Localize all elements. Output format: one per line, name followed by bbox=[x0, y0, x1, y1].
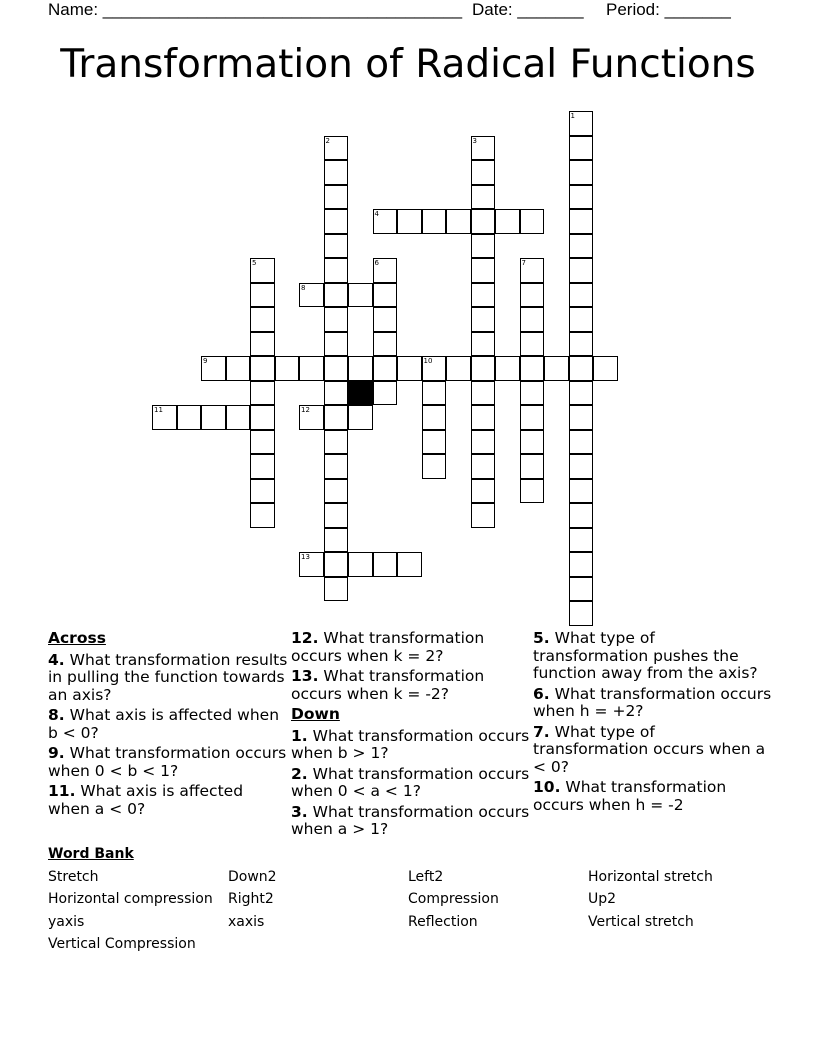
crossword-cell[interactable] bbox=[324, 528, 349, 553]
crossword-cell[interactable] bbox=[324, 332, 349, 357]
clue-across-13: 13. What transformation occurs when k = -2? bbox=[291, 667, 485, 703]
crossword-cell[interactable] bbox=[520, 209, 545, 234]
crossword-cell[interactable] bbox=[275, 356, 300, 381]
crossword-cell[interactable] bbox=[250, 307, 275, 332]
crossword-cell[interactable] bbox=[471, 136, 496, 161]
crossword-cell[interactable] bbox=[471, 332, 496, 357]
crossword-cell[interactable] bbox=[250, 430, 275, 455]
clue-number: 10 bbox=[423, 357, 433, 365]
crossword-cell[interactable] bbox=[520, 307, 545, 332]
crossword-cell[interactable] bbox=[373, 307, 398, 332]
crossword-cell[interactable] bbox=[250, 356, 275, 381]
blocked-cell bbox=[348, 381, 373, 406]
word-bank-item: Reflection bbox=[408, 914, 478, 930]
crossword-cell[interactable] bbox=[324, 479, 349, 504]
crossword-cell[interactable] bbox=[299, 283, 324, 308]
crossword-cell[interactable] bbox=[422, 430, 447, 455]
crossword-cell[interactable] bbox=[250, 405, 275, 430]
crossword-cell[interactable] bbox=[397, 209, 422, 234]
crossword-cell[interactable] bbox=[520, 430, 545, 455]
crossword-cell[interactable] bbox=[324, 185, 349, 210]
crossword-cell[interactable] bbox=[495, 209, 520, 234]
crossword-cell[interactable] bbox=[324, 356, 349, 381]
clue-down-1: 1. What transformation occurs when b > 1? bbox=[291, 726, 530, 762]
crossword-cell[interactable] bbox=[569, 356, 594, 381]
crossword-cell[interactable] bbox=[324, 136, 349, 161]
crossword-cell[interactable] bbox=[250, 258, 275, 283]
crossword-cell[interactable] bbox=[569, 381, 594, 406]
crossword-cell[interactable] bbox=[373, 283, 398, 308]
crossword-cell[interactable] bbox=[569, 332, 594, 357]
crossword-cell[interactable] bbox=[471, 234, 496, 259]
crossword-cell[interactable] bbox=[569, 160, 594, 185]
word-bank-item: Compression bbox=[408, 891, 499, 907]
crossword-cell[interactable] bbox=[226, 356, 251, 381]
crossword-cell[interactable] bbox=[471, 160, 496, 185]
crossword-cell[interactable] bbox=[299, 405, 324, 430]
crossword-cell[interactable] bbox=[348, 552, 373, 577]
crossword-cell[interactable] bbox=[250, 454, 275, 479]
crossword-cell[interactable] bbox=[569, 430, 594, 455]
crossword-cell[interactable] bbox=[569, 307, 594, 332]
crossword-cell[interactable] bbox=[348, 356, 373, 381]
crossword-cell[interactable] bbox=[373, 209, 398, 234]
clue-number: 3 bbox=[472, 136, 477, 145]
crossword-cell[interactable] bbox=[324, 381, 349, 406]
crossword-cell[interactable] bbox=[324, 503, 349, 528]
clues-column-3 bbox=[533, 630, 773, 817]
crossword-cell[interactable] bbox=[471, 185, 496, 210]
clue-across-8: 8. What axis is affected when b < 0? bbox=[48, 706, 280, 742]
crossword-cell[interactable] bbox=[471, 479, 496, 504]
crossword-cell[interactable] bbox=[373, 356, 398, 381]
crossword-cell[interactable] bbox=[324, 307, 349, 332]
clue-number: 7 bbox=[521, 259, 526, 267]
clue-number: 6 bbox=[374, 259, 379, 267]
clues-column-2 bbox=[291, 630, 531, 842]
crossword-cell[interactable] bbox=[495, 356, 520, 381]
down-heading: Down bbox=[291, 705, 340, 723]
crossword-cell[interactable] bbox=[324, 234, 349, 259]
crossword-cell[interactable] bbox=[471, 209, 496, 234]
crossword-cell[interactable] bbox=[520, 258, 545, 283]
crossword-cell[interactable] bbox=[324, 258, 349, 283]
clue-number: 9 bbox=[203, 357, 208, 365]
crossword-cell[interactable] bbox=[569, 258, 594, 283]
crossword-cell[interactable] bbox=[324, 283, 349, 308]
word-bank-title: Word Bank bbox=[48, 846, 134, 862]
crossword-cell[interactable] bbox=[520, 454, 545, 479]
crossword-cell[interactable] bbox=[299, 552, 324, 577]
student-info-header bbox=[48, 0, 768, 20]
clue-number: 5 bbox=[252, 259, 257, 267]
crossword-cell[interactable] bbox=[250, 381, 275, 406]
crossword-cell[interactable] bbox=[324, 454, 349, 479]
crossword-cell[interactable] bbox=[520, 381, 545, 406]
clue-down-6: 6. What transformation occurs when h = +2? bbox=[533, 684, 772, 720]
crossword-cell[interactable] bbox=[373, 332, 398, 357]
word-bank-item: Vertical Compression bbox=[48, 936, 196, 952]
crossword-cell[interactable] bbox=[250, 283, 275, 308]
word-bank-item: Horizontal stretch bbox=[588, 869, 713, 885]
crossword-cell[interactable] bbox=[569, 528, 594, 553]
crossword-cell[interactable] bbox=[569, 454, 594, 479]
crossword-cell[interactable] bbox=[397, 356, 422, 381]
crossword-cell[interactable] bbox=[471, 503, 496, 528]
across-heading: Across bbox=[48, 629, 106, 647]
crossword-cell[interactable] bbox=[471, 283, 496, 308]
crossword-cell[interactable] bbox=[348, 283, 373, 308]
clue-across-12: 12. What transformation occurs when k = 2? bbox=[291, 629, 485, 665]
crossword-cell[interactable] bbox=[569, 601, 594, 626]
clue-across-4: 4. What transformation results in pulling the function towards an axis? bbox=[48, 650, 288, 704]
clue-number: 2 bbox=[325, 136, 330, 145]
clue-number: 8 bbox=[301, 283, 306, 292]
crossword-cell[interactable] bbox=[471, 381, 496, 406]
word-bank-item: yaxis bbox=[48, 914, 85, 930]
crossword-cell[interactable] bbox=[569, 111, 594, 136]
word-bank-item: Right2 bbox=[228, 891, 274, 907]
crossword-cell[interactable] bbox=[471, 430, 496, 455]
page-title: Transformation of Radical Functions bbox=[60, 42, 756, 87]
word-bank-item: Left2 bbox=[408, 869, 444, 885]
crossword-cell[interactable] bbox=[471, 307, 496, 332]
crossword-cell[interactable] bbox=[397, 552, 422, 577]
clue-down-10: 10. What transformation occurs when h = -2 bbox=[533, 778, 727, 814]
crossword-cell[interactable] bbox=[569, 234, 594, 259]
word-bank-item: xaxis bbox=[228, 914, 265, 930]
crossword-cell[interactable] bbox=[299, 356, 324, 381]
crossword-cell[interactable] bbox=[569, 405, 594, 430]
crossword-cell[interactable] bbox=[250, 503, 275, 528]
crossword-cell[interactable] bbox=[520, 405, 545, 430]
crossword-cell[interactable] bbox=[569, 283, 594, 308]
word-bank-item: Horizontal compression bbox=[48, 891, 213, 907]
clue-across-11: 11. What axis is affected when a < 0? bbox=[48, 782, 244, 818]
crossword-cell[interactable] bbox=[201, 405, 226, 430]
period-field-label[interactable]: Period: _______ bbox=[606, 0, 731, 19]
crossword-cell[interactable] bbox=[422, 405, 447, 430]
clue-down-7: 7. What type of transformation occurs when a < 0? bbox=[533, 722, 766, 776]
crossword-cell[interactable] bbox=[373, 552, 398, 577]
crossword-cell[interactable] bbox=[324, 577, 349, 602]
crossword-cell[interactable] bbox=[373, 381, 398, 406]
crossword-cell[interactable] bbox=[569, 552, 594, 577]
crossword-cell[interactable] bbox=[250, 479, 275, 504]
crossword-cell[interactable] bbox=[373, 258, 398, 283]
crossword-cell[interactable] bbox=[569, 503, 594, 528]
crossword-cell[interactable] bbox=[446, 209, 471, 234]
clue-across-9: 9. What transformation occurs when 0 < b < 1? bbox=[48, 744, 287, 780]
crossword-cell[interactable] bbox=[569, 136, 594, 161]
crossword-cell[interactable] bbox=[177, 405, 202, 430]
clue-number: 11 bbox=[154, 406, 163, 414]
crossword-cell[interactable] bbox=[520, 283, 545, 308]
crossword-cell[interactable] bbox=[324, 430, 349, 455]
crossword-cell[interactable] bbox=[471, 258, 496, 283]
crossword-cell[interactable] bbox=[520, 479, 545, 504]
crossword-cell[interactable] bbox=[422, 454, 447, 479]
crossword-cell[interactable] bbox=[569, 209, 594, 234]
crossword-cell[interactable] bbox=[446, 356, 471, 381]
clue-number: 12 bbox=[301, 406, 310, 414]
word-bank-item: Stretch bbox=[48, 869, 99, 885]
word-bank-item: Up2 bbox=[588, 891, 617, 907]
crossword-cell[interactable] bbox=[569, 185, 594, 210]
crossword-cell[interactable] bbox=[544, 356, 569, 381]
crossword-cell[interactable] bbox=[201, 356, 226, 381]
clue-number: 4 bbox=[374, 210, 379, 218]
clue-down-2: 2. What transformation occurs when 0 < a < 1? bbox=[291, 764, 530, 800]
date-field-label[interactable]: Date: _______ bbox=[472, 0, 584, 19]
clues-column-1 bbox=[48, 630, 288, 821]
crossword-cell[interactable] bbox=[520, 356, 545, 381]
crossword-cell[interactable] bbox=[324, 160, 349, 185]
crossword-cell[interactable] bbox=[348, 405, 373, 430]
crossword-cell[interactable] bbox=[471, 356, 496, 381]
clue-number: 1 bbox=[570, 112, 575, 120]
clue-down-5: 5. What type of transformation pushes the function away from the axis? bbox=[533, 629, 758, 682]
crossword-cell[interactable] bbox=[226, 405, 251, 430]
name-field-label[interactable]: Name: ______________________________________ bbox=[48, 0, 463, 19]
clue-number: 13 bbox=[301, 553, 310, 561]
crossword-cell[interactable] bbox=[471, 405, 496, 430]
crossword-cell[interactable] bbox=[520, 332, 545, 357]
crossword-cell[interactable] bbox=[324, 405, 349, 430]
word-bank-item: Vertical stretch bbox=[588, 914, 694, 930]
crossword-cell[interactable] bbox=[593, 356, 618, 381]
crossword-cell[interactable] bbox=[324, 552, 349, 577]
clue-down-3: 3. What transformation occurs when a > 1? bbox=[291, 802, 530, 838]
crossword-cell[interactable] bbox=[422, 209, 447, 234]
crossword-cell[interactable] bbox=[569, 479, 594, 504]
crossword-cell[interactable] bbox=[324, 209, 349, 234]
crossword-cell[interactable] bbox=[569, 577, 594, 602]
crossword-cell[interactable] bbox=[422, 381, 447, 406]
crossword-cell[interactable] bbox=[422, 356, 447, 381]
word-bank-item: Down2 bbox=[228, 869, 277, 885]
crossword-cell[interactable] bbox=[152, 405, 177, 430]
crossword-cell[interactable] bbox=[250, 332, 275, 357]
crossword-cell[interactable] bbox=[471, 454, 496, 479]
